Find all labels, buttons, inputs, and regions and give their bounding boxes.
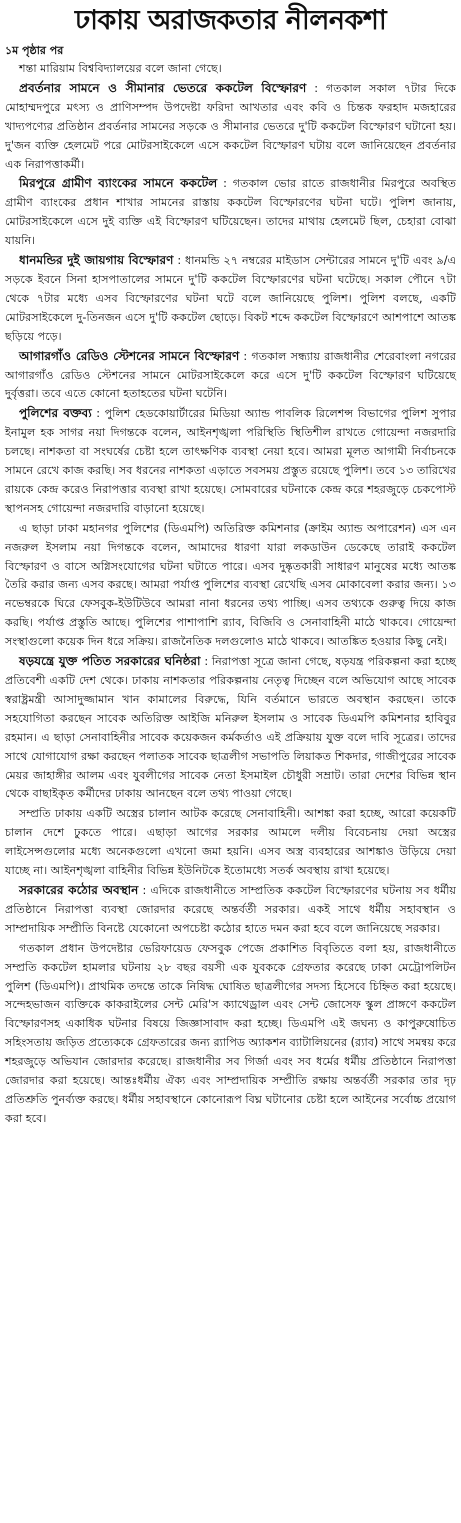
paragraph-text: এ ছাড়া ঢাকা মহানগর পুলিশের (ডিএমপি) অতিরিক্ত কমিশনার (ক্রাইম অ্যান্ড অপারেশন) এস এন নজরুল ইসলাম নয়া দিগন্তকে বলেন, আমাদের ধারণা যারা লকডাউন ডেকেছে তারাই ককটেল বিস্ফোরণ ও বাসে অগ্নিসংযোগের ঘটনা ঘটাতে পারে। এসব দুষ্কৃতকারী সাধারণ মানুষের মধ্যে আতঙ্ক তৈরি করার জন্য এসব করছে। আমরা পর্যাপ্ত পুলিশের ব্যবস্থা রেখেছি এসব মোকাবেলা করার জন্য। ১৩ নভেম্বরকে ঘিরে ফেসবুক-ইউটিউবে আমরা নানা ধরনের তথ্য পাচ্ছি। এসব তথ্যকে গুরুত্ব দিয়ে কাজ করছি। পর্যাপ্ত প্রস্তুতি আছে। পুলিশের পাশাপাশি র‌্যাব, বিজিবি ও সেনাবাহিনী মাঠে থাকবে। গোয়েন্দা সংস্থাগুলো কয়েক দিন ধরে সক্রিয়। রাজনৈতিক দলগুলোও মাঠে থাকবে। আতঙ্কিত হওয়ার কিছু নেই। <box>5 521 456 649</box>
paragraph <box>5 404 456 518</box>
paragraph <box>5 939 456 1129</box>
headline: ঢাকায় অরাজকতার নীলনকশা <box>74 5 387 36</box>
paragraph <box>5 174 456 251</box>
subheading: ষড়যন্ত্রে যুক্ত পতিত সরকারের ঘনিষ্ঠরা <box>19 654 201 669</box>
subheading: মিরপুরে গ্রামীণ ব্যাংকের সামনে ককটেল <box>19 176 218 191</box>
paragraph-text: শন্তা মারিয়াম বিশ্ববিদ্যালয়ের বলে জানা গেছে। <box>19 62 222 75</box>
paragraph <box>5 79 456 175</box>
subheading: প্রবর্তনার সামনে ও সীমানার ভেতরে ককটেল বিস্ফোরণ <box>19 80 307 95</box>
paragraph-text: : নিরাপত্তা সূত্রে জানা গেছে, ষড়যন্ত্র পরিকল্পনা করা হচ্ছে প্রতিবেশী একটি দেশ থেকে। ঢাকায় নাশকতার পরিকল্পনায় নেতৃত্ব দিচ্ছেন বলে অভিযোগ আছে সাবেক স্বরাষ্ট্রমন্ত্রী আসাদুজ্জামান খান কামালের বিরুদ্ধে, যিনি বর্তমানে ভারতে অবস্থান করছেন। তাকে সহযোগিতা করছেন সাবেক অতিরিক্ত আইজি মনিরুল ইসলাম ও সাবেক ডিএমপি কমিশনার হাবিবুর রহমান। এ ছাড়া সেনাবাহিনীর সাবেক কয়েকজন কর্মকর্তাও এই প্রক্রিয়ায় যুক্ত বলে দাবি সূত্রের। তাদের সাথে যোগাযোগ রক্ষা করছেন পলাতক সাবেক ছাত্রলীগ সভাপতি লিয়াকত শিকদার, গাজীপুরের সাবেক মেয়র জাহাঙ্গীর আলম এবং যুবলীগের সাবেক নেতা ইসমাইল চৌধুরী সম্রাট। তারা দেশের বিভিন্ন স্থান থেকে বাছাইকৃত কর্মীদের ঢাকায় আনছেন বলে তথ্য পাওয়া গেছে। <box>5 655 456 801</box>
continued-from-page-1: ১ম পৃষ্ঠার পর <box>5 44 64 57</box>
paragraph <box>5 881 456 939</box>
paragraph-text: : ধানমন্ডি ২৭ নম্বরের মাইডাস সেন্টারের সামনে দু'টি এবং ৯/এ সড়কে ইবনে সিনা হাসপাতালের সামনে দু'টি ককটেল বিস্ফোরণের ঘটনা ঘটেছে। সকাল পৌনে ৭টা থেকে ৭টার মধ্যে এসব বিস্ফোরণের ঘটনা ঘটে বলে জানিয়েছে পুলিশ। পুলিশ বলছে, একটি মোটরসাইকেলে দু-তিনজন এসে দু'টি ককটেল ছোড়ে। বিকট শব্দে ককটেল বিস্ফোরণে আশপাশে আতঙ্ক ছড়িয়ে পড়ে। <box>5 254 456 343</box>
paragraph <box>5 59 456 79</box>
paragraph-text: : গতকাল সকাল ৭টার দিকে মোহাম্মদপুরে মৎস্য ও প্রাণিসম্পদ উপদেষ্টা ফরিদা আখতার এবং কবি ও চিন্তক ফরহাদ মজহারের খাদ্যপণ্যের প্রতিষ্ঠান প্রবর্তনার সামনের সড়কে ও সীমানার ভেতরে দু'টি ককটেল বিস্ফোরণ ঘটানো হয়। দু'জন ব্যক্তি হেলমেট পরে মোটরসাইকেলে এসে ককটেল বিস্ফোরণ ঘটায় বলে জানিয়েছেন প্রবর্তনার এক নিরাপত্তাকর্মী। <box>5 81 457 171</box>
paragraph <box>5 347 456 405</box>
paragraph-text: : গতকাল সন্ধ্যায় রাজধানীর শেরেবাংলা নগরের আগারগাঁও রেডিও স্টেশনের সামনে মোটরসাইকেলে করে এসে দু'টি ককটেল বিস্ফোরণ ঘটিয়েছে দুর্বৃত্তরা। তবে এতে কোনো হতাহতের ঘটনা ঘটেনি। <box>5 349 456 401</box>
subheading: পুলিশের বক্তব্য <box>19 406 92 421</box>
paragraph <box>5 251 456 347</box>
article-body <box>5 59 456 1129</box>
subheading: ধানমন্ডির দুই জায়গায় বিস্ফোরণ <box>19 253 174 268</box>
paragraph-text: : গতকাল ভোর রাতে রাজধানীর মিরপুরে অবস্থিত গ্রামীণ ব্যাংকের প্রধান শাখার সামনের রাস্তায় ককটেল বিস্ফোরণের ঘটনা ঘটে। পুলিশ জানায়, মোটরসাইকেলে এসে দুই ব্যক্তি এই বিস্ফোরণ ঘটিয়েছেন। তাদের মাথায় হেলমেট ছিল, চেহারা বোঝা যায়নি। <box>5 177 456 248</box>
paragraph-text: গতকাল প্রধান উপদেষ্টার ভেরিফায়েড ফেসবুক পেজে প্রকাশিত বিবৃতিতে বলা হয়, রাজধানীতে সম্প্রতি ককটেল হামলার ঘটনায় ২৮ বছর বয়সী এক যুবককে গ্রেফতার করেছে ঢাকা মেট্রোপলিটন পুলিশ (ডিএমপি)। প্রাথমিক তদন্তে তাকে নিষিদ্ধ ঘোষিত ছাত্রলীগের সদস্য হিসেবে চিহ্নিত করা হয়েছে। সন্দেহভাজন ব্যক্তিকে কাকরাইলের সেন্ট মেরি'স ক্যাথেড্রাল এবং সেন্ট জোসেফ স্কুল প্রাঙ্গণে ককটেল বিস্ফোরণসহ একাধিক ঘটনার বিষয়ে জিজ্ঞাসাবাদ করা হচ্ছে। ডিএমপি এই জঘন্য ও কাপুরুষোচিত সহিংসতায় জড়িত প্রত্যেককে গ্রেফতারের জন্য র‌্যাপিড অ্যাকশন ব্যাটালিয়নের (র‌্যাব) সাথে সমন্বয় করে শহরজুড়ে অভিযান জোরদার করেছে। রাজধানীর সব গির্জা এবং সব ধর্মের ধর্মীয় প্রতিষ্ঠানে নিরাপত্তা জোরদার করা হয়েছে। আন্তঃধর্মীয় ঐক্য এবং সাম্প্রদায়িক সম্প্রীতি রক্ষায় অন্তর্বর্তী সরকার তার দৃঢ় প্রতিশ্রুতি পুনর্ব্যক্ত করছে। ধর্মীয় সহাবস্থানে কোনোরূপ বিঘ্ন ঘটানোর চেষ্টা হলে আইনের সর্বোচ্চ প্রয়োগ করা হবে। <box>5 941 456 1125</box>
paragraph-text: : পুলিশ হেডকোয়ার্টারের মিডিয়া অ্যান্ড পাবলিক রিলেশন্স বিভাগের পুলিশ সুপার ইনামুল হক সাগর নয়া দিগন্তকে বলেন, আইনশৃঙ্খলা পরিস্থিতি স্থিতিশীল রাখতে গোয়েন্দা নজরদারি চলছে। নাশকতা বা সংঘর্ষের চেষ্টা হলে তাৎক্ষণিক ব্যবস্থা নেয়া হবে। আমরা মূলত আগামী নির্বাচনকে সামনে রেখে কাজ করছি। সব ধরনের নাশকতা এড়াতে সবসময় প্রস্তুত রয়েছে পুলিশ। তবে ১৩ তারিখের রায়কে কেন্দ্র করেও নিরাপত্তার ব্যবস্থা রাখা হয়েছে। সোমবারের ঘটনাকে কেন্দ্র করে শহরজুড়ে চেকপোস্ট স্থাপনসহ গোয়েন্দা নজরদারি বাড়ানো হয়েছে। <box>5 407 457 515</box>
paragraph <box>5 519 456 652</box>
subheading: আগারগাঁও রেডিও স্টেশনের সামনে বিস্ফোরণ <box>19 348 240 363</box>
paragraph-text: : এদিকে রাজধানীতে সাম্প্রতিক ককটেল বিস্ফোরণের ঘটনায় সব ধর্মীয় প্রতিষ্ঠানে নিরাপত্তা ব্যবস্থা জোরদার করেছে অন্তর্বর্তী সরকার। একই সাথে ধর্মীয় সহাবস্থান ও সাম্প্রদায়িক সম্প্রীতি বিনষ্টে যেকোনো অপচেষ্টা কঠোর হাতে দমন করা হবে বলে জানিয়েছে সরকার। <box>5 883 456 935</box>
subheading: সরকারের কঠোর অবস্থান <box>19 882 139 897</box>
paragraph <box>5 652 456 804</box>
paragraph-text: সম্প্রতি ঢাকায় একটি অস্ত্রের চালান আটক করেছে সেনাবাহিনী। আশঙ্কা করা হচ্ছে, আরো কয়েকটি চালান দেশে ঢুকতে পারে। এছাড়া আগের সরকার আমলে দলীয় বিবেচনায় দেয়া অস্ত্রের লাইসেন্সগুলোর মধ্যে অনেকগুলো এখনো জমা হয়নি। এসব অস্ত্র ব্যবহারের আশঙ্কাও উড়িয়ে দেয়া যাচ্ছে না। আইনশৃঙ্খলা বাহিনীর বিভিন্ন ইউনিটকে ইতোমধ্যে সতর্ক অবস্থায় রাখা হয়েছে। <box>5 807 456 878</box>
paragraph <box>5 804 456 881</box>
